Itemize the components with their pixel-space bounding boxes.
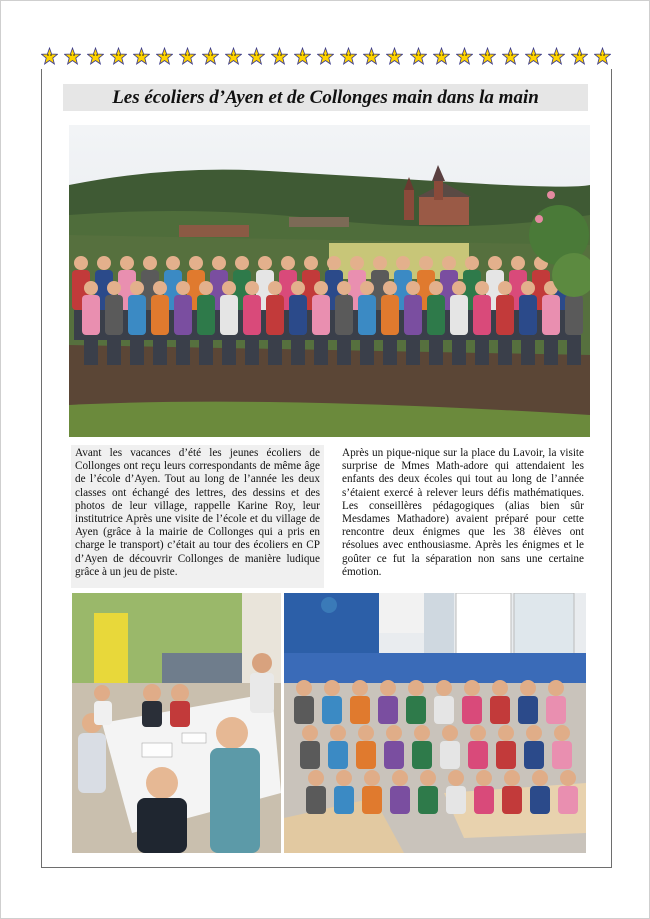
star-border	[41, 47, 611, 69]
waving-star-icon	[110, 47, 127, 67]
waving-star-icon	[594, 47, 611, 67]
article-paragraph-right: Après un pique-nique sur la place du Lavoir, la visite surprise de Mmes Math-adore qui attendaient les enfants des deux écoles qui tout au long de l’année s’étaient exercé à relever leurs défis mathématiques. Les conseillères pédagogiques (alias bien sûr Mesdames Mathadore) avaient préparé pour cette rencontre deux énigmes que les 38 élèves ont résolues avec enthousiasme. Après les énigmes et le goûter ce fut la séparation non sans une certaine émotion.	[338, 445, 588, 585]
waving-star-icon	[433, 47, 450, 67]
waving-star-icon	[502, 47, 519, 67]
waving-star-icon	[456, 47, 473, 67]
classroom-photo-left	[72, 593, 281, 853]
waving-star-icon	[87, 47, 104, 67]
waving-star-icon	[340, 47, 357, 67]
group-photo	[69, 125, 590, 437]
classroom-photo-right	[284, 593, 586, 853]
waving-star-icon	[41, 47, 58, 67]
page-title: Les écoliers d’Ayen et de Collonges main dans la main	[112, 86, 539, 108]
waving-star-icon	[271, 47, 288, 67]
waving-star-icon	[571, 47, 588, 67]
waving-star-icon	[363, 47, 380, 67]
waving-star-icon	[248, 47, 265, 67]
waving-star-icon	[317, 47, 334, 67]
waving-star-icon	[386, 47, 403, 67]
waving-star-icon	[64, 47, 81, 67]
waving-star-icon	[202, 47, 219, 67]
title-band	[63, 84, 588, 111]
waving-star-icon	[548, 47, 565, 67]
waving-star-icon	[225, 47, 242, 67]
waving-star-icon	[133, 47, 150, 67]
waving-star-icon	[294, 47, 311, 67]
waving-star-icon	[525, 47, 542, 67]
waving-star-icon	[410, 47, 427, 67]
waving-star-icon	[156, 47, 173, 67]
waving-star-icon	[479, 47, 496, 67]
article-paragraph-left: Avant les vacances d’été les jeunes écoliers de Collonges ont reçu leurs correspondants de même âge de l’école d’Ayen. Tout au long de l’année les deux classes ont échangé des lettres, des dessins et des photos de leur village, rappelle Karine Roy, leur institutrice Après une visite de l’école et du village de Ayen (grâce à la mairie de Collonges qui a pris en charge le transport) c’était au tour des écoliers en CP d’Ayen de découvrir Collonges de manière ludique grâce à un jeu de piste.	[71, 445, 324, 588]
waving-star-icon	[179, 47, 196, 67]
